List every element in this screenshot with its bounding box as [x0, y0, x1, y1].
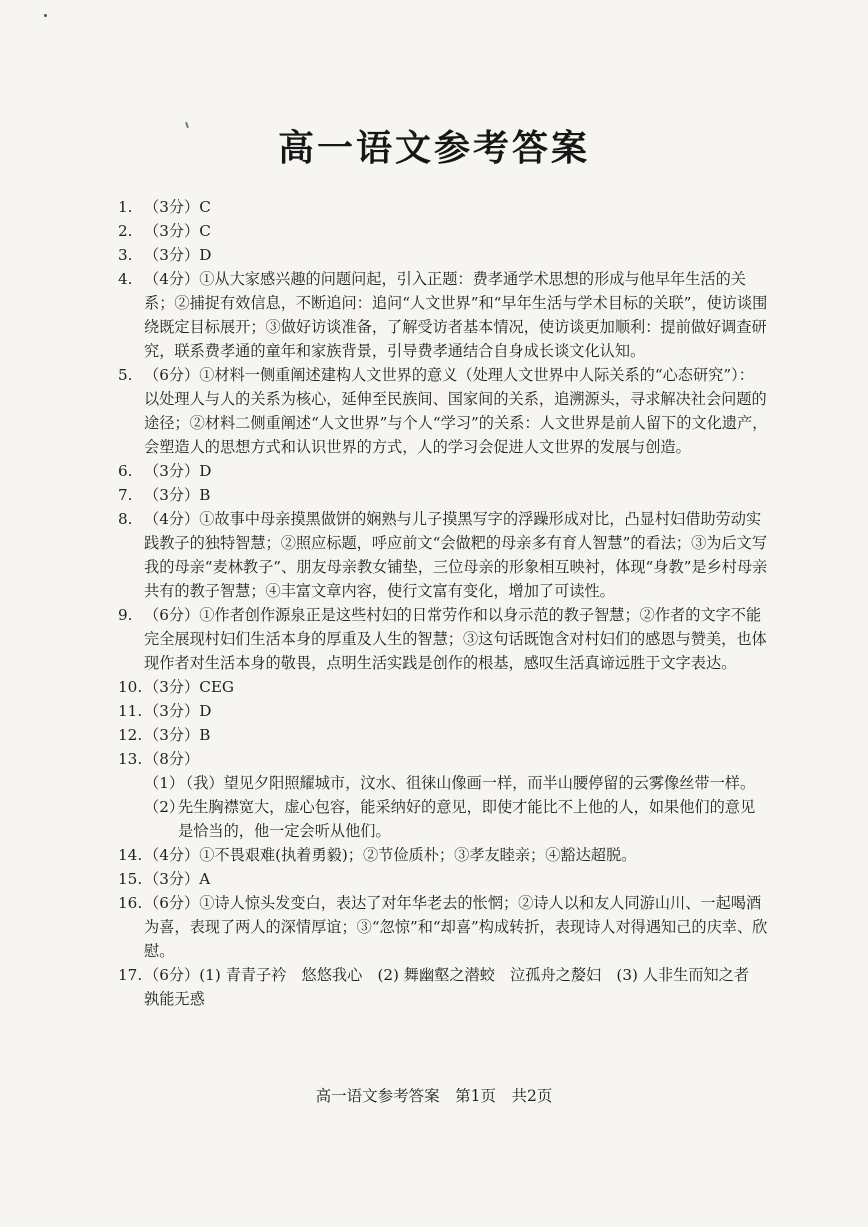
- answer-text: （3分）B: [144, 486, 211, 504]
- page-title: 高一语文参考答案: [277, 128, 590, 169]
- answer-item-1: [118, 195, 768, 219]
- answer-item-15: [118, 867, 768, 891]
- answer-text: （6分）①诗人惊头发变白，表达了对年华老去的怅惘；②诗人以和友人同游山川、一起喝酒为喜，表现了两人的深情厚谊；③“忽惊”和“却喜”构成转折，表现诗人对得遇知己的庆幸、欣慰。: [144, 894, 768, 960]
- answer-text: （3分）B: [144, 726, 211, 744]
- answer-list: [118, 195, 768, 1011]
- answer-text: （8分）: [144, 750, 200, 768]
- answer-number: 7.: [118, 486, 133, 504]
- answer-text: （4分）①从大家感兴趣的问题问起，引入正题：费孝通学术思想的形成与他早年生活的关系；②捕捉有效信息，不断追问：追问“人文世界”和“早年生活与学术目标的关联”，使访谈围绕既定目标展开；③做好访谈准备，了解受访者基本情况，使访谈更加顺利：提前做好调查研究，联系费孝通的童年和家族背景，引导费孝通结合自身成长谈文化认知。: [144, 270, 768, 360]
- answer-number: 12.: [118, 726, 143, 744]
- answer-text: （3分）CEG: [144, 678, 235, 696]
- answer-number: 15.: [118, 870, 143, 888]
- answer-item-17: [118, 963, 768, 1011]
- sub-answer-1: [144, 771, 768, 795]
- sub-answer-label: （1）: [144, 774, 185, 792]
- answer-number: 4.: [118, 270, 133, 288]
- answer-item-9: [118, 603, 768, 675]
- answer-item-11: [118, 699, 768, 723]
- answer-item-14: [118, 843, 768, 867]
- answer-text: （4分）①不畏艰难(执着勇毅)；②节俭质朴；③孝友睦亲；④豁达超脱。: [144, 846, 637, 864]
- answer-number: 11.: [118, 702, 143, 720]
- sub-answer-label: （2）: [144, 798, 185, 816]
- answer-text: （3分）D: [144, 246, 212, 264]
- answer-text: （3分）D: [144, 702, 212, 720]
- answer-item-10: [118, 675, 768, 699]
- answer-item-7: [118, 483, 768, 507]
- answer-text: （3分）C: [144, 198, 211, 216]
- answer-number: 5.: [118, 366, 133, 384]
- answer-text: （3分）A: [144, 870, 211, 888]
- speck-mark: [44, 14, 47, 17]
- answer-item-3: [118, 243, 768, 267]
- sub-answer-2: [144, 795, 768, 843]
- answer-number: 13.: [118, 750, 143, 768]
- answer-number: 6.: [118, 462, 133, 480]
- answer-number: 2.: [118, 222, 133, 240]
- answer-text: （6分）(1) 青青子衿 悠悠我心 (2) 舞幽壑之潜蛟 泣孤舟之嫠妇 (3) 人非生而知之者 孰能无惑: [144, 966, 765, 1008]
- answer-number: 10.: [118, 678, 143, 696]
- answer-number: 16.: [118, 894, 143, 912]
- answer-number: 3.: [118, 246, 133, 264]
- answer-number: 14.: [118, 846, 143, 864]
- answer-item-6: [118, 459, 768, 483]
- answer-text: （6分）①材料一侧重阐述建构人文世界的意义（处理人文世界中人际关系的“心态研究”）：以处理人与人的关系为核心，延伸至民族间、国家间的关系，追溯源头，寻求解决社会问题的途径；②材料二侧重阐述“人文世界”与个人“学习”的关系：人文世界是前人留下的文化遗产，会塑造人的思想方式和认识世界的方式，人的学习会促进人文世界的发展与创造。: [144, 366, 768, 456]
- answer-item-13: [118, 747, 768, 843]
- answer-item-2: [118, 219, 768, 243]
- sub-answer-text: 先生胸襟宽大，虚心包容，能采纳好的意见，即使才能比不上他的人，如果他们的意见是恰当的，他一定会听从他们。: [178, 798, 756, 840]
- answer-text: （3分）D: [144, 462, 212, 480]
- answer-item-8: [118, 507, 768, 603]
- sub-answer-text: （我）望见夕阳照耀城市，汶水、徂徕山像画一样，而半山腰停留的云雾像丝带一样。: [178, 774, 756, 792]
- answer-text: （3分）C: [144, 222, 211, 240]
- answer-item-5: [118, 363, 768, 459]
- answer-number: 17.: [118, 966, 143, 984]
- answer-number: 8.: [118, 510, 133, 528]
- answer-number: 1.: [118, 198, 133, 216]
- answer-number: 9.: [118, 606, 133, 624]
- answer-item-4: [118, 267, 768, 363]
- answer-text: （4分）①故事中母亲摸黑做饼的娴熟与儿子摸黑写字的浮躁形成对比，凸显村妇借助劳动实践教子的独特智慧；②照应标题，呼应前文“会做粑的母亲多有育人智慧”的看法；③为后文写我的母亲“麦林教子”、朋友母亲教女铺垫，三位母亲的形象相互映衬，体现“身教”是乡村母亲共有的教子智慧；④丰富文章内容，使行文富有变化，增加了可读性。: [144, 510, 768, 600]
- answer-text: （6分）①作者创作源泉正是这些村妇的日常劳作和以身示范的教子智慧；②作者的文字不能完全展现村妇们生活本身的厚重及人生的智慧；③这句话既饱含对村妇们的感恩与赞美，也体现作者对生活本身的敬畏，点明生活实践是创作的根基，感叹生活真谛远胜于文字表达。: [144, 606, 767, 672]
- answer-item-12: [118, 723, 768, 747]
- page-footer: 高一语文参考答案 第1页 共2页: [315, 1087, 553, 1105]
- answer-item-16: [118, 891, 768, 963]
